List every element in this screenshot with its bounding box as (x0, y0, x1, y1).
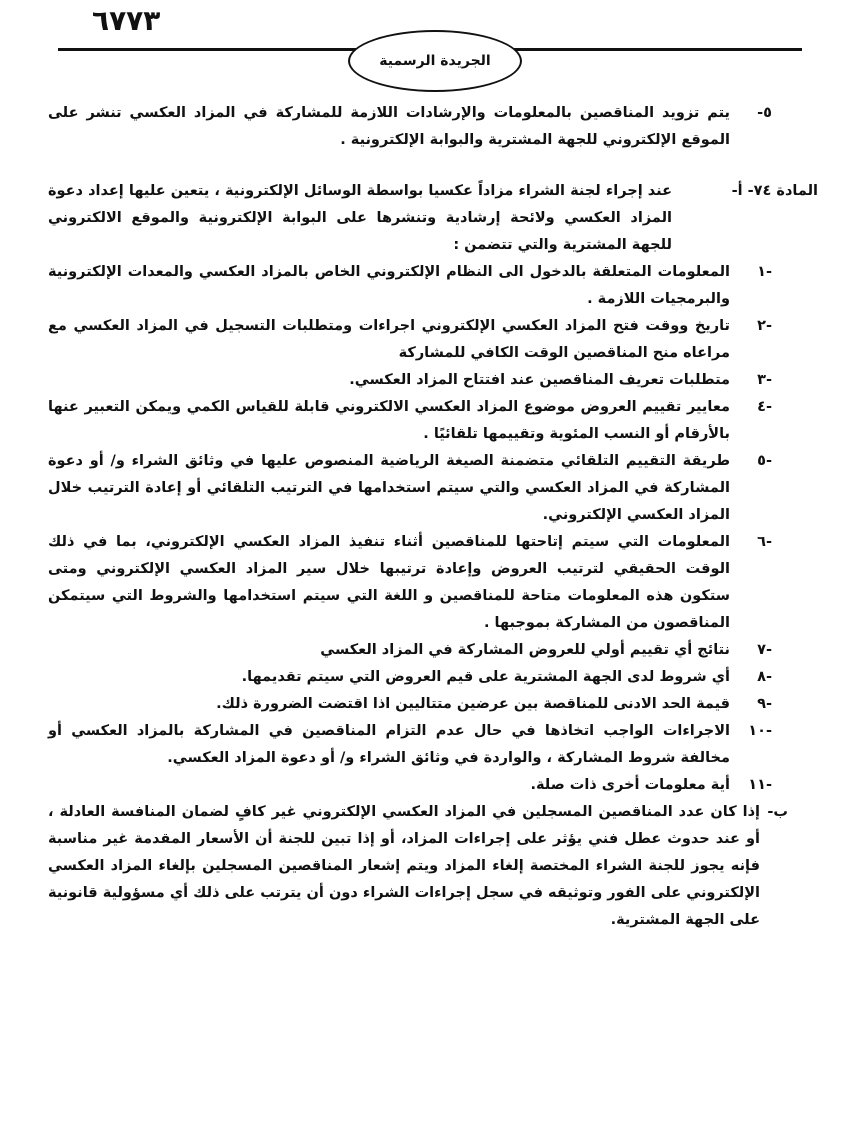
sub-b-text: إذا كان عدد المناقصين المسجلين في المزاد العكسي الإلكتروني غير كافٍ لضمان المنافسة العادلة ، أو عند حدوث عطل فني يؤثر على إجراءات المزاد، أو إذا تبين للجنة أن الأسعار المقدمة غير مناسبة فإنه يجوز للجنة الشراء المختصة إلغاء المزاد ويتم إشعار المناقصين المسجلين بإلغاء المزاد العكسي الإلكتروني على الفور وتوثيقه في سجل إجراءات الشراء دون أن يترتب على ذلك أي مسؤولية قانونية على الجهة المشترية. (48, 804, 760, 928)
item-text: الاجراءات الواجب اتخاذها في حال عدم التزام المناقصين في المشاركة بالمزاد العكسي أو مخالفة شروط المشاركة ، والواردة في وثائق الشراء و/ أو دعوة المزاد العكسي. (48, 723, 730, 766)
item-number: -٣ (757, 372, 772, 388)
document-body (48, 100, 818, 1140)
intro-item-text: يتم تزويد المناقصين بالمعلومات والإرشادات اللازمة للمشاركة في المزاد العكسي تنشر على الموقع الإلكتروني للجهة المشترية والبوابة الإلكترونية . (48, 105, 730, 148)
item-text: طريقة التقييم التلقائي متضمنة الصيغة الرياضية المنصوص عليها في وثائق الشراء و/ أو دعوة المشاركة في المزاد العكسي والتي سيتم استخدامها في الترتيب التلقائي أو إعادة الترتيب خلال المزاد العكسي الإلكتروني. (48, 453, 730, 523)
item-text: أية معلومات أخرى ذات صلة. (530, 777, 730, 793)
item-number: -٩ (757, 696, 772, 712)
item-text: نتائج أي تقييم أولي للعروض المشاركة في المزاد العكسي (320, 642, 730, 658)
article-number: المادة ٧٤- (747, 183, 818, 199)
item-7 (48, 637, 780, 664)
page-number: ٦٧٧٣ (92, 4, 161, 37)
item-6 (48, 529, 780, 637)
item-8 (48, 664, 780, 691)
intro-item (48, 100, 780, 154)
item-number: -٧ (757, 642, 772, 658)
item-text: متطلبات تعريف المناقصين عند افتتاح المزاد العكسي. (349, 372, 730, 388)
item-text: المعلومات المتعلقة بالدخول الى النظام الإلكتروني الخاص بالمزاد العكسي والمعدات الإلكترونية والبرمجيات اللازمة . (48, 264, 730, 307)
item-number: -١١ (748, 777, 772, 793)
item-number: -٢ (757, 318, 772, 334)
item-text: معايير تقييم العروض موضوع المزاد العكسي الالكتروني قابلة للقياس الكمي ويمكن التعبير عنها بالأرقام أو النسب المئوية وتقييمها تلقائيًا . (48, 399, 730, 442)
item-1 (48, 259, 780, 313)
article-label (732, 178, 818, 205)
item-number: -٨ (757, 669, 772, 685)
item-number: -١ (757, 264, 772, 280)
paragraph-gap (48, 154, 780, 178)
item-text: تاريخ ووقت فتح المزاد العكسي الإلكتروني اجراءات ومتطلبات التسجيل في المزاد العكسي مع مراعاه منح المناقصين الوقت الكافي للمشاركة (48, 318, 730, 361)
item-9 (48, 691, 780, 718)
item-number: -٥ (757, 453, 772, 469)
item-4 (48, 394, 780, 448)
intro-item-number: ٥- (757, 105, 772, 121)
item-number: -٤ (757, 399, 772, 415)
item-10 (48, 718, 780, 772)
sub-article-b (48, 799, 788, 934)
item-5 (48, 448, 780, 529)
item-text: قيمة الحد الادنى للمناقصة بين عرضين متتاليين اذا اقتضت الضرورة ذلك. (216, 696, 730, 712)
item-number: -١٠ (748, 723, 772, 739)
item-3 (48, 367, 780, 394)
article-74 (48, 178, 818, 259)
article-intro-text: عند إجراء لجنة الشراء مزاداً عكسيا بواسطة الوسائل الإلكترونية ، يتعين عليها إعداد دعوة المزاد العكسي ولائحة إرشادية وتنشرها على البوابة الإلكترونية والموقع الالكتروني للجهة المشترية والتي تتضمن : (48, 183, 672, 253)
item-text: المعلومات التي سيتم إتاحتها للمناقصين أثناء تنفيذ المزاد العكسي الإلكتروني، بما في ذلك الوقت الحقيقي لترتيب العروض وإعادة ترتيبها خلال سير المزاد العكسي الإلكتروني ومتى ستكون هذه المعلومات متاحة للمناقصين و اللغة التي سيتم استخدامها والشروط التي سيتمكن المناقصون من المشاركة بموجبها . (48, 534, 730, 631)
sub-b-number: ب- (767, 804, 788, 820)
article-sub-a-marker: أ- (731, 183, 743, 199)
item-2 (48, 313, 780, 367)
item-11 (48, 772, 780, 799)
journal-title-oval (348, 30, 522, 92)
item-number: -٦ (757, 534, 772, 550)
journal-title: الجريدة الرسمية (379, 53, 491, 69)
item-text: أي شروط لدى الجهة المشترية على قيم العروض التي سيتم تقديمها. (241, 669, 730, 685)
